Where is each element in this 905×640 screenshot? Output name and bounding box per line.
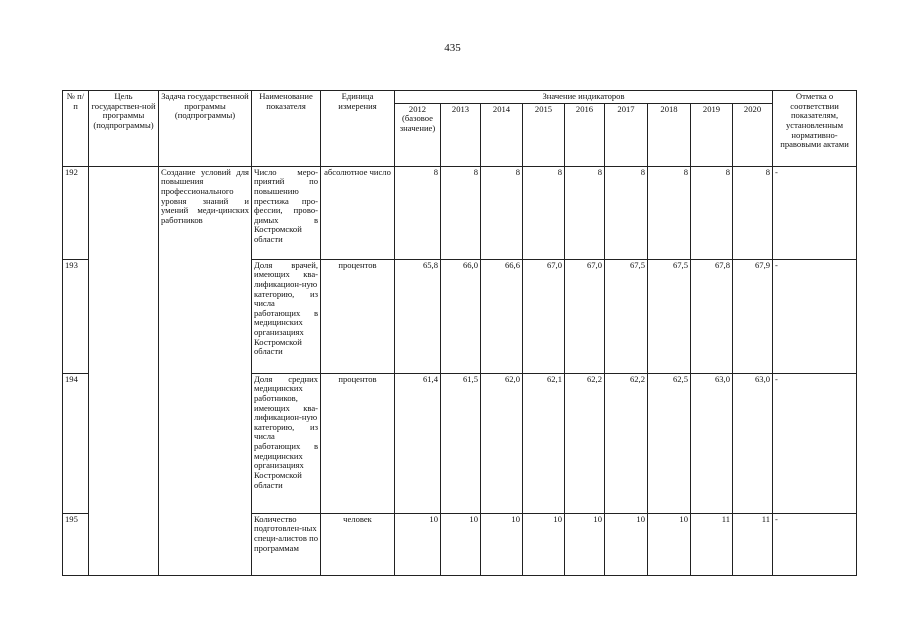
value-cell: 65,8 (395, 259, 441, 373)
indicator-name: Число меро-приятий по повышению престижа про-фессии, прово-димых в Костромской области (252, 166, 321, 259)
value-cell: 63,0 (733, 373, 773, 513)
header-num: № п/п (63, 91, 89, 167)
value-cell: 67,0 (523, 259, 565, 373)
indicator-name: Доля врачей, имеющих ква-лификацион-ную категорию, из числа работающих в медицинских организациях Костромской области (252, 259, 321, 373)
value-cell: 67,0 (565, 259, 605, 373)
value-cell: 8 (523, 166, 565, 259)
mark-cell: - (773, 513, 857, 575)
value-cell: 67,9 (733, 259, 773, 373)
header-year: 2019 (691, 103, 733, 166)
value-cell: 10 (648, 513, 691, 575)
header-unit: Единица измерения (321, 91, 395, 167)
header-year: 2014 (481, 103, 523, 166)
unit-cell: абсолютное число (321, 166, 395, 259)
value-cell: 11 (733, 513, 773, 575)
value-cell: 67,5 (605, 259, 648, 373)
value-cell: 63,0 (691, 373, 733, 513)
page-number: 435 (444, 42, 461, 54)
mark-cell: - (773, 166, 857, 259)
header-year: 2020 (733, 103, 773, 166)
mark-cell: - (773, 259, 857, 373)
header-year: 2012 (базовое значение) (395, 103, 441, 166)
goal-cell (89, 166, 159, 575)
header-goal: Цель государствен-ной программы (подпрограммы) (89, 91, 159, 167)
indicators-table (62, 90, 857, 576)
unit-cell: процентов (321, 259, 395, 373)
value-cell: 8 (733, 166, 773, 259)
header-year: 2018 (648, 103, 691, 166)
mark-cell: - (773, 373, 857, 513)
row-number: 192 (63, 166, 89, 259)
indicator-name: Доля средних медицинских работников, имеющих ква-лификацион-ную категорию, из числа работающих в медицинских организациях Костромской области (252, 373, 321, 513)
value-cell: 10 (523, 513, 565, 575)
header-year: 2017 (605, 103, 648, 166)
header-mark: Отметка о соответствии показателям, установленным нормативно-правовыми актами (773, 91, 857, 167)
row-number: 195 (63, 513, 89, 575)
header-indicator: Наименование показателя (252, 91, 321, 167)
value-cell: 8 (648, 166, 691, 259)
value-cell: 10 (441, 513, 481, 575)
value-cell: 66,0 (441, 259, 481, 373)
value-cell: 67,5 (648, 259, 691, 373)
value-cell: 62,5 (648, 373, 691, 513)
row-number: 194 (63, 373, 89, 513)
header-year: 2015 (523, 103, 565, 166)
unit-cell: процентов (321, 373, 395, 513)
value-cell: 8 (481, 166, 523, 259)
value-cell: 10 (565, 513, 605, 575)
value-cell: 67,8 (691, 259, 733, 373)
header-values-group: Значение индикаторов (395, 91, 773, 104)
value-cell: 8 (691, 166, 733, 259)
row-number: 193 (63, 259, 89, 373)
header-row-top (63, 91, 857, 104)
task-cell: Создание условий для повышения профессионального уровня знаний и умений меди-цинских работников (159, 166, 252, 575)
value-cell: 62,2 (605, 373, 648, 513)
value-cell: 62,0 (481, 373, 523, 513)
value-cell: 8 (605, 166, 648, 259)
value-cell: 62,1 (523, 373, 565, 513)
value-cell: 8 (441, 166, 481, 259)
value-cell: 61,4 (395, 373, 441, 513)
header-year: 2016 (565, 103, 605, 166)
value-cell: 61,5 (441, 373, 481, 513)
value-cell: 8 (395, 166, 441, 259)
value-cell: 11 (691, 513, 733, 575)
header-year: 2013 (441, 103, 481, 166)
value-cell: 66,6 (481, 259, 523, 373)
value-cell: 10 (395, 513, 441, 575)
value-cell: 8 (565, 166, 605, 259)
value-cell: 10 (481, 513, 523, 575)
indicator-name: Количество подготовлен-ных специ-алистов по программам (252, 513, 321, 575)
table-row (63, 166, 857, 259)
unit-cell: человек (321, 513, 395, 575)
value-cell: 10 (605, 513, 648, 575)
value-cell: 62,2 (565, 373, 605, 513)
header-task: Задача государственной программы (подпрограммы) (159, 91, 252, 167)
